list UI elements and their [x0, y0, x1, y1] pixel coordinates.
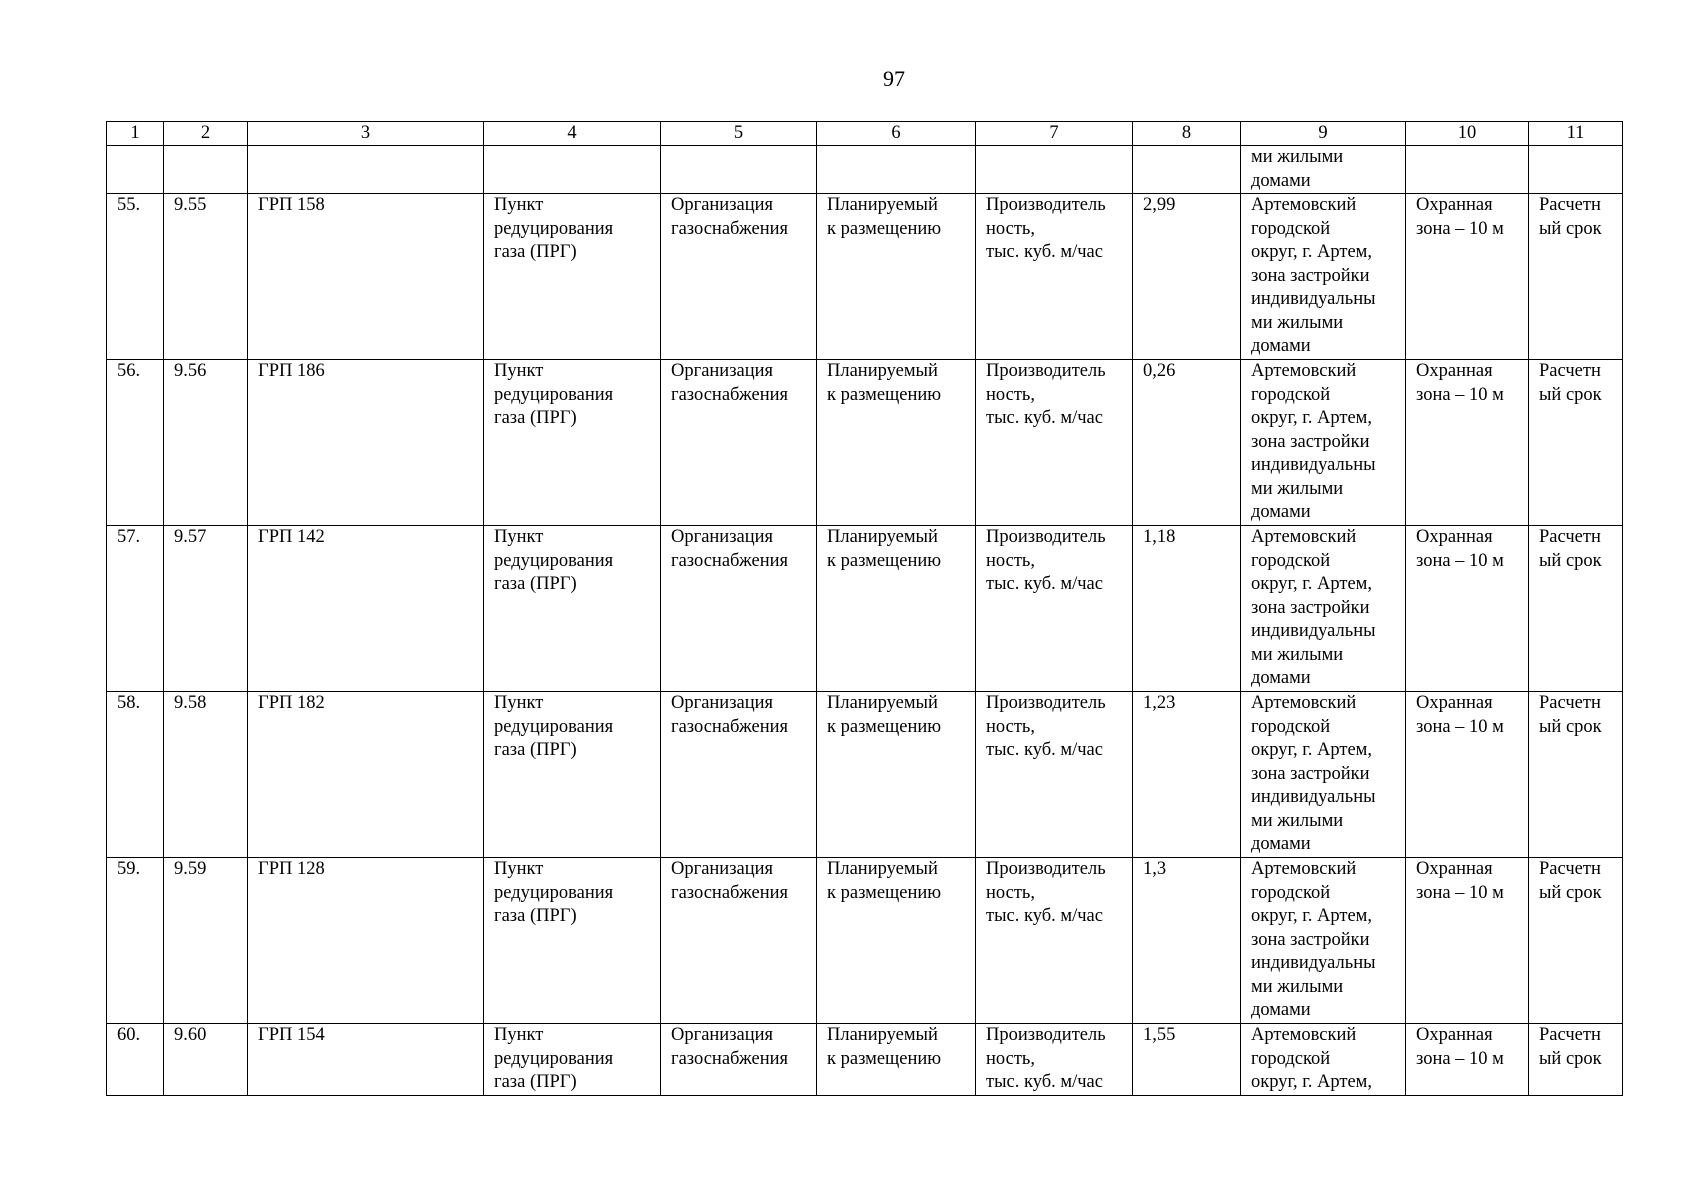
code-cell: 9.58 — [164, 692, 248, 858]
purpose-cell: Организация газоснабжения — [661, 360, 817, 526]
code-cell: 9.60 — [164, 1024, 248, 1096]
column-number: 4 — [484, 122, 661, 146]
location-cell: Артемовский городской округ, г. Артем, зона застройки индивидуальны ми жилыми домами — [1241, 526, 1406, 692]
purpose-cell: Организация газоснабжения — [661, 1024, 817, 1096]
type-cell: Пункт редуцирования газа (ПРГ) — [484, 858, 661, 1024]
table-body — [107, 122, 1623, 1096]
zone-cell: Охранная зона – 10 м — [1406, 1024, 1529, 1096]
location-cell: Артемовский городской округ, г. Артем, — [1241, 1024, 1406, 1096]
page-number: 97 — [883, 66, 905, 91]
table-row — [107, 360, 1623, 526]
row-number-cell: 58. — [107, 692, 164, 858]
table-row — [107, 194, 1623, 360]
status-cell: Планируемый к размещению — [817, 360, 976, 526]
type-cell: Пункт редуцирования газа (ПРГ) — [484, 360, 661, 526]
row-number-cell: 57. — [107, 526, 164, 692]
zone-cell: Охранная зона – 10 м — [1406, 194, 1529, 360]
value-cell: 2,99 — [1133, 194, 1241, 360]
parameter-cell: Производитель ность, тыс. куб. м/час — [976, 360, 1133, 526]
term-cell: Расчетн ый срок — [1529, 526, 1623, 692]
type-cell: Пункт редуцирования газа (ПРГ) — [484, 526, 661, 692]
cell — [164, 146, 248, 194]
type-cell: Пункт редуцирования газа (ПРГ) — [484, 1024, 661, 1096]
column-number: 6 — [817, 122, 976, 146]
code-cell: 9.57 — [164, 526, 248, 692]
column-number: 8 — [1133, 122, 1241, 146]
column-number: 11 — [1529, 122, 1623, 146]
value-cell: 1,3 — [1133, 858, 1241, 1024]
parameter-cell: Производитель ность, тыс. куб. м/час — [976, 692, 1133, 858]
name-cell: ГРП 182 — [248, 692, 484, 858]
location-cell: Артемовский городской округ, г. Артем, зона застройки индивидуальны ми жилыми домами — [1241, 360, 1406, 526]
location-cell: Артемовский городской округ, г. Артем, зона застройки индивидуальны ми жилыми домами — [1241, 194, 1406, 360]
parameter-cell: Производитель ность, тыс. куб. м/час — [976, 1024, 1133, 1096]
cell — [976, 146, 1133, 194]
parameter-cell: Производитель ность, тыс. куб. м/час — [976, 858, 1133, 1024]
purpose-cell: Организация газоснабжения — [661, 858, 817, 1024]
zone-cell: Охранная зона – 10 м — [1406, 526, 1529, 692]
column-number-row — [107, 122, 1623, 146]
code-cell: 9.55 — [164, 194, 248, 360]
term-cell: Расчетн ый срок — [1529, 858, 1623, 1024]
column-number: 2 — [164, 122, 248, 146]
name-cell: ГРП 128 — [248, 858, 484, 1024]
zone-cell: Охранная зона – 10 м — [1406, 858, 1529, 1024]
continuation-row — [107, 146, 1623, 194]
parameter-cell: Производитель ность, тыс. куб. м/час — [976, 194, 1133, 360]
purpose-cell: Организация газоснабжения — [661, 526, 817, 692]
cell — [817, 146, 976, 194]
status-cell: Планируемый к размещению — [817, 194, 976, 360]
location-cell: Артемовский городской округ, г. Артем, зона застройки индивидуальны ми жилыми домами — [1241, 858, 1406, 1024]
cell — [1529, 146, 1623, 194]
term-cell: Расчетн ый срок — [1529, 1024, 1623, 1096]
purpose-cell: Организация газоснабжения — [661, 692, 817, 858]
value-cell: 1,55 — [1133, 1024, 1241, 1096]
table-row — [107, 526, 1623, 692]
status-cell: Планируемый к размещению — [817, 858, 976, 1024]
column-number: 10 — [1406, 122, 1529, 146]
column-number: 5 — [661, 122, 817, 146]
value-cell: 1,23 — [1133, 692, 1241, 858]
term-cell: Расчетн ый срок — [1529, 194, 1623, 360]
purpose-cell: Организация газоснабжения — [661, 194, 817, 360]
table-row — [107, 692, 1623, 858]
parameter-cell: Производитель ность, тыс. куб. м/час — [976, 526, 1133, 692]
code-cell: 9.59 — [164, 858, 248, 1024]
type-cell: Пункт редуцирования газа (ПРГ) — [484, 692, 661, 858]
row-number-cell: 59. — [107, 858, 164, 1024]
table-row — [107, 1024, 1623, 1096]
cell — [1406, 146, 1529, 194]
cell — [484, 146, 661, 194]
type-cell: Пункт редуцирования газа (ПРГ) — [484, 194, 661, 360]
location-cell: Артемовский городской округ, г. Артем, зона застройки индивидуальны ми жилыми домами — [1241, 692, 1406, 858]
zone-cell: Охранная зона – 10 м — [1406, 692, 1529, 858]
column-number: 3 — [248, 122, 484, 146]
location-cell: ми жилыми домами — [1241, 146, 1406, 194]
cell — [1133, 146, 1241, 194]
column-number: 9 — [1241, 122, 1406, 146]
cell — [107, 146, 164, 194]
term-cell: Расчетн ый срок — [1529, 692, 1623, 858]
row-number-cell: 60. — [107, 1024, 164, 1096]
zone-cell: Охранная зона – 10 м — [1406, 360, 1529, 526]
column-number: 1 — [107, 122, 164, 146]
facilities-table — [106, 121, 1623, 1096]
code-cell: 9.56 — [164, 360, 248, 526]
status-cell: Планируемый к размещению — [817, 1024, 976, 1096]
cell — [661, 146, 817, 194]
row-number-cell: 55. — [107, 194, 164, 360]
cell — [248, 146, 484, 194]
status-cell: Планируемый к размещению — [817, 526, 976, 692]
value-cell: 1,18 — [1133, 526, 1241, 692]
column-number: 7 — [976, 122, 1133, 146]
name-cell: ГРП 158 — [248, 194, 484, 360]
row-number-cell: 56. — [107, 360, 164, 526]
term-cell: Расчетн ый срок — [1529, 360, 1623, 526]
value-cell: 0,26 — [1133, 360, 1241, 526]
name-cell: ГРП 186 — [248, 360, 484, 526]
table-row — [107, 858, 1623, 1024]
status-cell: Планируемый к размещению — [817, 692, 976, 858]
name-cell: ГРП 154 — [248, 1024, 484, 1096]
name-cell: ГРП 142 — [248, 526, 484, 692]
